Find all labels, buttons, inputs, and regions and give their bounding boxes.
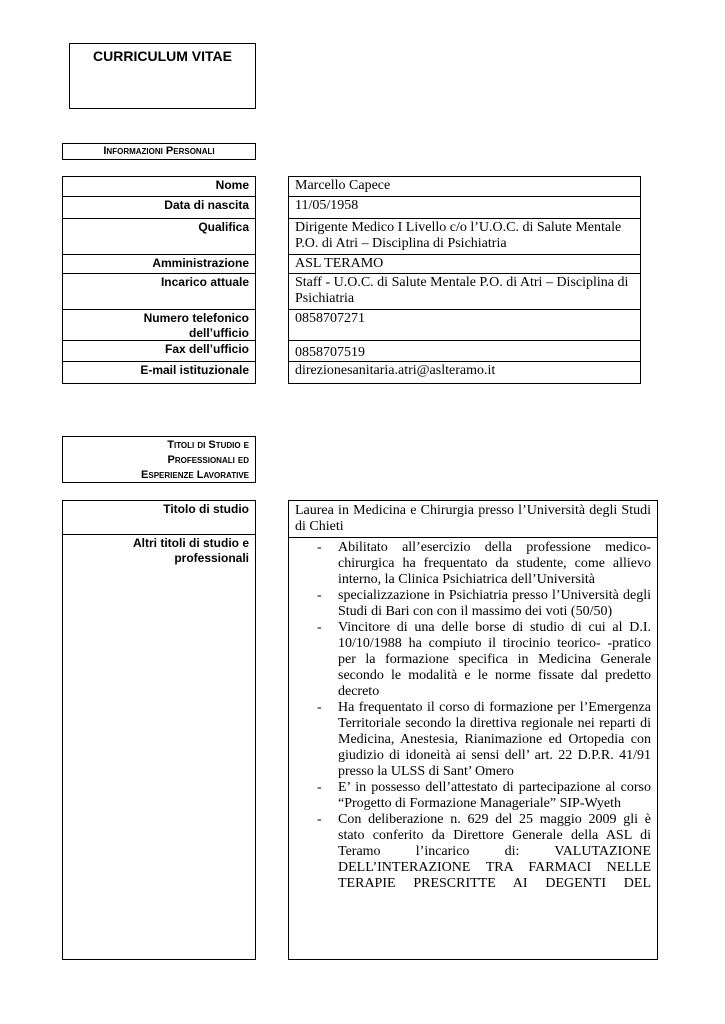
list-item: - specializzazione in Psichiatria presso l’Università degli Studi di Bari con con il massimo dei voti (50/50) (317, 588, 651, 619)
label-telefono: Numero telefonico dell’ufficio (62, 309, 256, 341)
section-studies (62, 436, 256, 483)
value-telefono: 0858707271 (288, 309, 641, 341)
value-qualifica: Dirigente Medico I Livello c/o l’U.O.C. di Salute Mentale P.O. di Atri – Disciplina di Psichiatria (288, 218, 641, 255)
label-email: E-mail istituzionale (62, 361, 256, 384)
label-altri-titoli: Altri titoli di studio e professionali (62, 534, 256, 960)
label-data-nascita: Data di nascita (62, 196, 256, 219)
studies-value-cell (288, 500, 658, 960)
section-heading: Informazioni Personali (103, 145, 215, 157)
value-email: direzionesanitaria.atri@aslteramo.it (288, 361, 641, 384)
value-incarico: Staff - U.O.C. di Salute Mentale P.O. di Atri – Disciplina di Psichiatria (288, 273, 641, 310)
value-fax: 0858707519 (288, 340, 641, 362)
title-box (69, 43, 256, 109)
altri-titoli-list (289, 538, 657, 892)
label-fax: Fax dell’ufficio (62, 340, 256, 362)
value-amministrazione: ASL TERAMO (288, 254, 641, 274)
list-item: - Abilitato all’esercizio della professione medico-chirurgica ha frequentato da studente, come allievo interno, la Clinica Psichiatrica dell’Università (317, 540, 651, 587)
label-incarico: Incarico attuale (62, 273, 256, 310)
list-item: - Ha frequentato il corso di formazione per l’Emergenza Territoriale secondo la direttiva regionale nei reparti di Medicina, Anestesia, Rianimazione ed Ortopedia con giudizio di idoneità ai sensi dell’ art. 22 D.P.R. 41/91 presso la ULSS di Sant’ Omero (317, 700, 651, 779)
value-data-nascita: 11/05/1958 (288, 196, 641, 219)
list-item: - E’ in possesso dell’attestato di partecipazione al corso “Progetto di Formazione Manageriale” SIP-Wyeth (317, 780, 651, 811)
label-amministrazione: Amministrazione (62, 254, 256, 274)
list-item: - Vincitore di una delle borse di studio di cui al D.I. 10/10/1988 ha compiuto il tirocinio teorico- -pratico per la formazione specifica in Medicina Generale secondo le modalità e le norme fissate dal predetto decreto (317, 620, 651, 699)
value-titolo-studio: Laurea in Medicina e Chirurgia presso l’Università degli Studi di Chieti (289, 501, 657, 538)
document-title: CURRICULUM VITAE (93, 48, 232, 64)
section-heading: Titoli di Studio e Professionali ed Esperienze Lavorative (141, 439, 249, 481)
list-item: - Con deliberazione n. 629 del 25 maggio 2009 gli è stato conferito da Direttore Generale della ASL di Teramo l’incarico di: VALUTAZIONE DELL’INTERAZIONE TRA FARMACI NELLE TERAPIE PRESCRITTE AI DEGENTI DEL (317, 812, 651, 891)
label-titolo-studio: Titolo di studio (62, 500, 256, 535)
label-qualifica: Qualifica (62, 218, 256, 255)
value-nome: Marcello Capece (288, 176, 641, 197)
label-nome: Nome (62, 176, 256, 197)
section-personal-info (62, 143, 256, 160)
